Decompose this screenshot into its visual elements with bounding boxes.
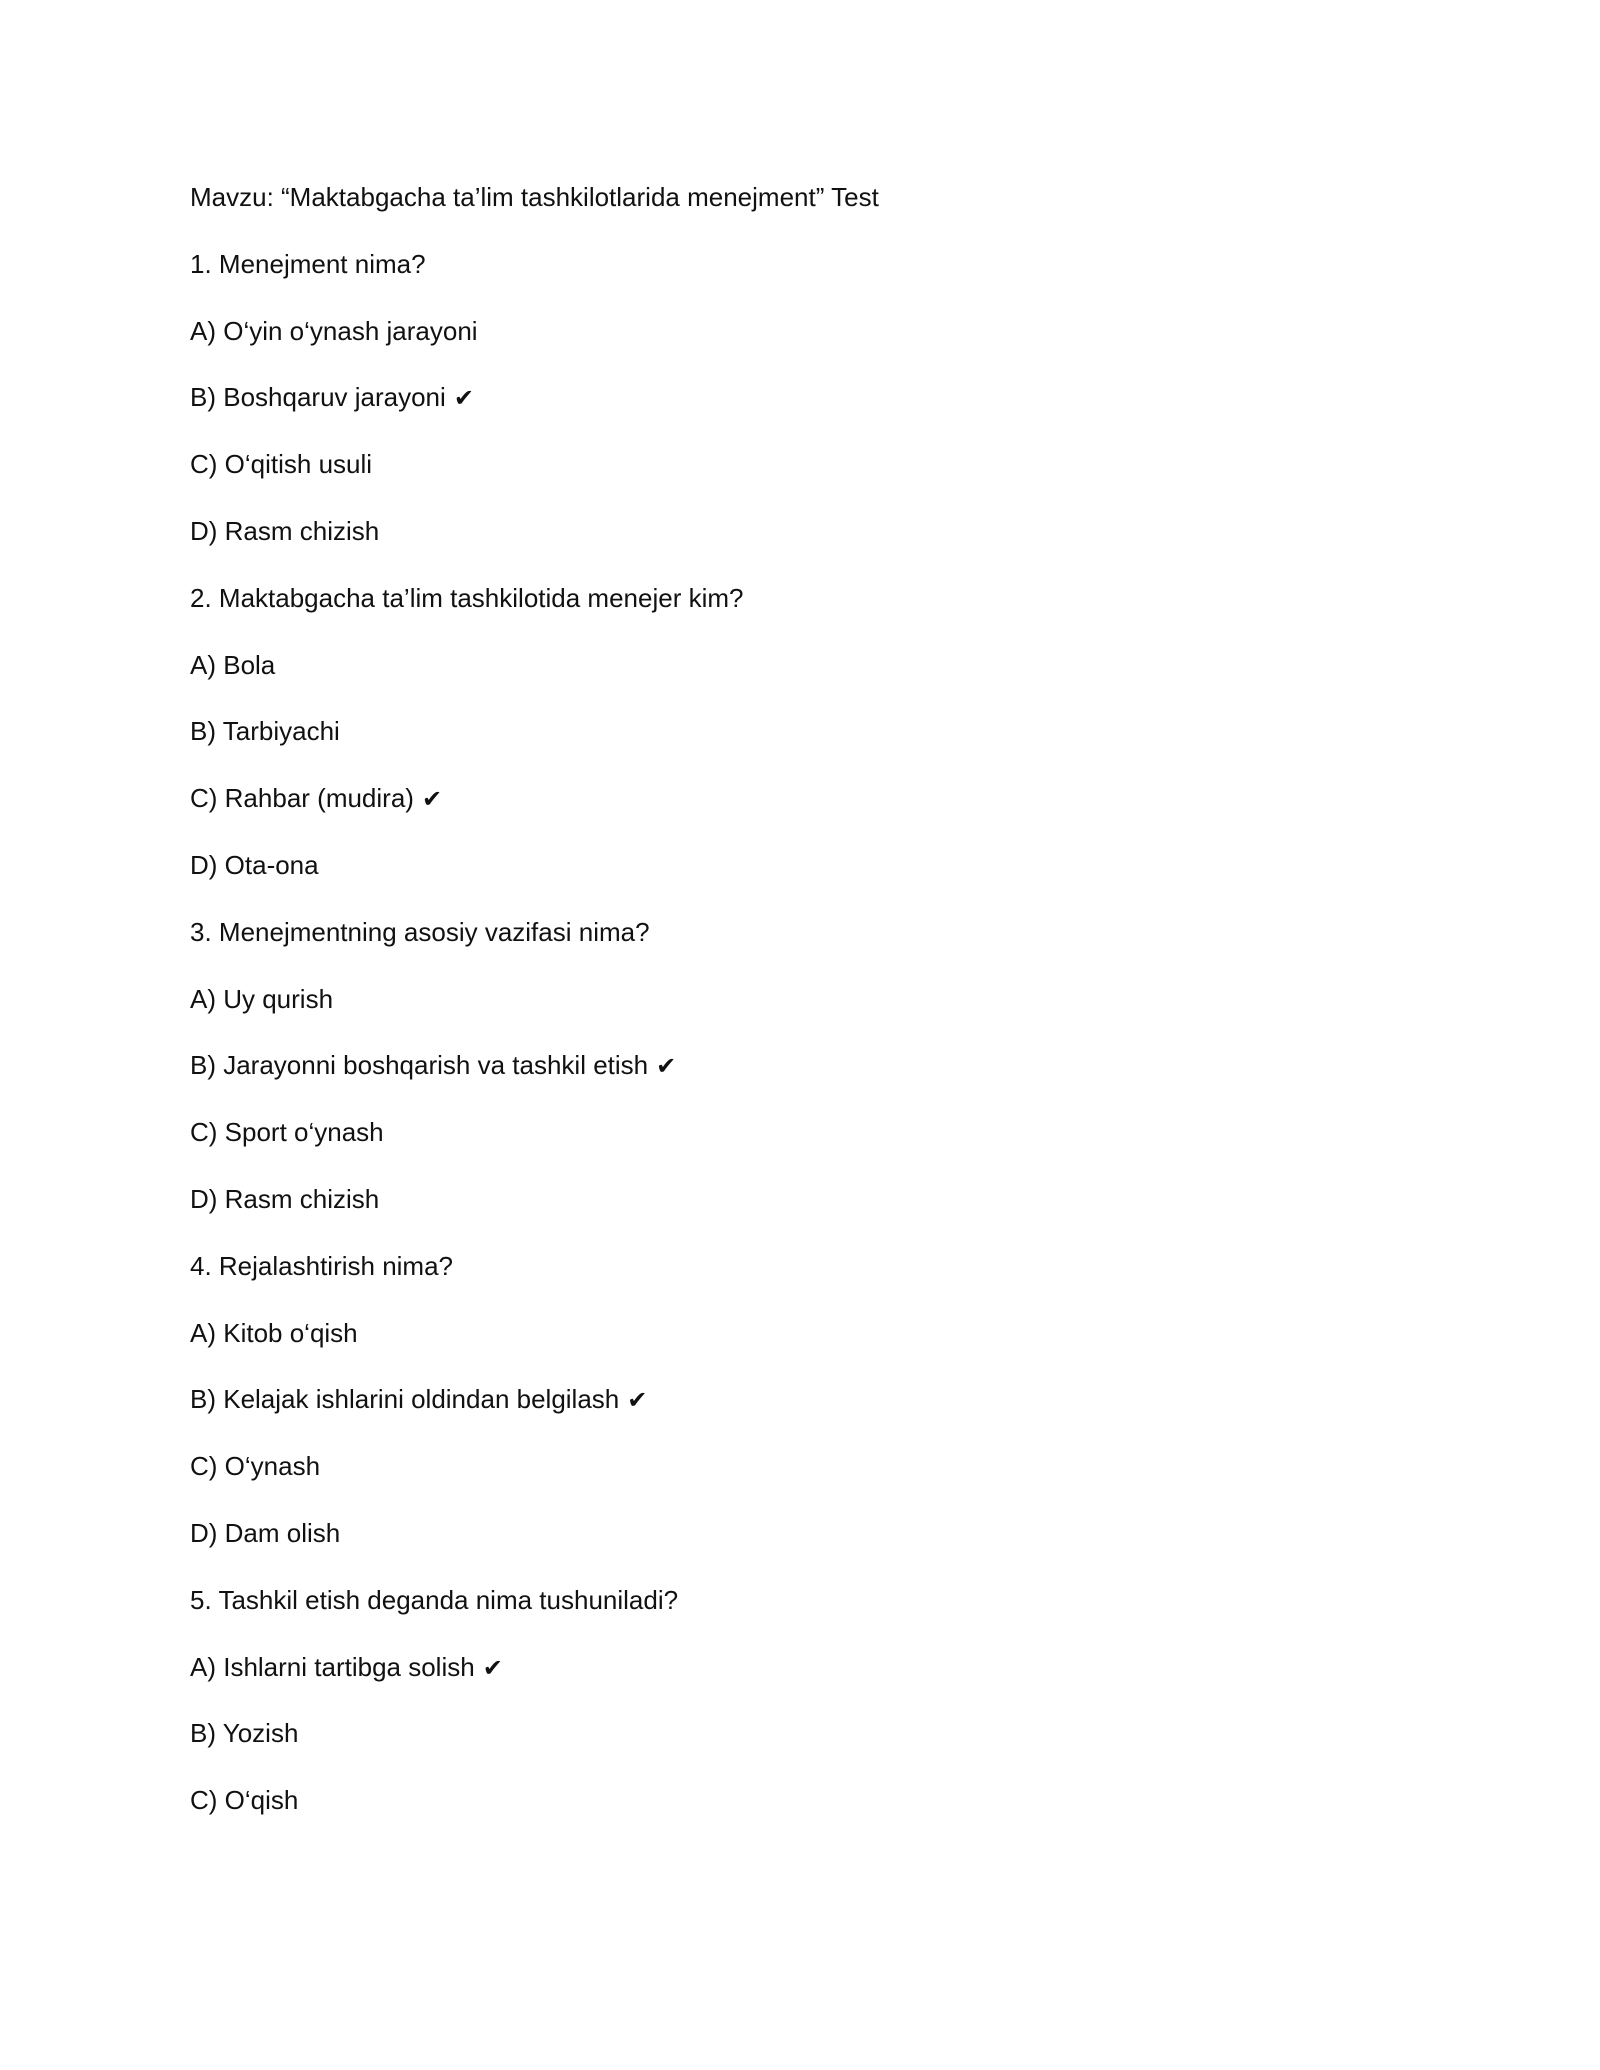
question-line xyxy=(190,583,1440,650)
answer-text: A) Bola xyxy=(190,649,276,680)
answer-option xyxy=(190,516,1440,583)
answer-option xyxy=(190,1050,1440,1117)
answer-option xyxy=(190,1785,1440,1852)
answer-option xyxy=(190,650,1440,717)
check-mark-icon: ✔ xyxy=(482,1653,503,1682)
question-text: 2. Maktabgacha ta’lim tashkilotida menejer kim? xyxy=(190,582,744,613)
answer-text: C) Rahbar (mudira) xyxy=(190,783,414,814)
answer-text: B) Boshqaruv jarayoni xyxy=(190,382,446,413)
answer-option xyxy=(190,716,1440,783)
question-text: 3. Menejmentning asosiy vazifasi nima? xyxy=(190,916,650,947)
question-line xyxy=(190,249,1440,316)
answer-text: D) Dam olish xyxy=(190,1517,341,1548)
answer-text: D) Rasm chizish xyxy=(190,1183,380,1214)
answer-text: A) Uy qurish xyxy=(190,983,334,1014)
answer-option xyxy=(190,1718,1440,1785)
check-mark-icon: ✔ xyxy=(421,785,443,814)
question-text: 4. Rejalashtirish nima? xyxy=(190,1250,454,1281)
question-line xyxy=(190,1585,1440,1652)
answer-option xyxy=(190,1652,1440,1719)
answer-text: C) Sport o‘ynash xyxy=(190,1117,384,1148)
answer-option xyxy=(190,449,1440,516)
check-mark-icon: ✔ xyxy=(656,1052,677,1081)
answer-text: A) O‘yin o‘ynash jarayoni xyxy=(190,315,478,346)
answer-text: A) Ishlarni tartibga solish xyxy=(190,1651,475,1682)
answer-text: D) Rasm chizish xyxy=(190,515,380,546)
answer-option xyxy=(190,1318,1440,1385)
question-line xyxy=(190,1251,1440,1318)
answer-option xyxy=(190,783,1440,850)
check-mark-icon: ✔ xyxy=(453,384,474,413)
document-title: Mavzu: “Maktabgacha ta’lim tashkilotlarida menejment” Test xyxy=(190,182,879,212)
answer-text: C) O‘qitish usuli xyxy=(190,449,373,480)
answer-option xyxy=(190,850,1440,917)
check-mark-icon: ✔ xyxy=(627,1386,648,1415)
answer-option xyxy=(190,1451,1440,1518)
answer-option xyxy=(190,1184,1440,1251)
answer-text: A) Kitob o‘qish xyxy=(190,1317,358,1348)
answer-option xyxy=(190,1117,1440,1184)
answer-option xyxy=(190,984,1440,1051)
answer-text: B) Kelajak ishlarini oldindan belgilash xyxy=(190,1384,620,1415)
question-text: 1. Menejment nima? xyxy=(190,248,426,279)
answer-text: C) O‘qish xyxy=(190,1785,299,1816)
answer-option xyxy=(190,1518,1440,1585)
answer-text: D) Ota-ona xyxy=(190,849,319,880)
document-content xyxy=(190,182,1440,1852)
answer-text: B) Jarayonni boshqarish va tashkil etish xyxy=(190,1050,649,1081)
answer-text: C) O‘ynash xyxy=(190,1451,321,1482)
answer-text: B) Tarbiyachi xyxy=(190,716,340,747)
question-text: 5. Tashkil etish deganda nima tushuniladi? xyxy=(190,1584,679,1615)
answer-option xyxy=(190,1384,1440,1451)
answer-option xyxy=(190,316,1440,383)
question-line xyxy=(190,917,1440,984)
answer-option xyxy=(190,382,1440,449)
answer-text: B) Yozish xyxy=(190,1718,299,1749)
